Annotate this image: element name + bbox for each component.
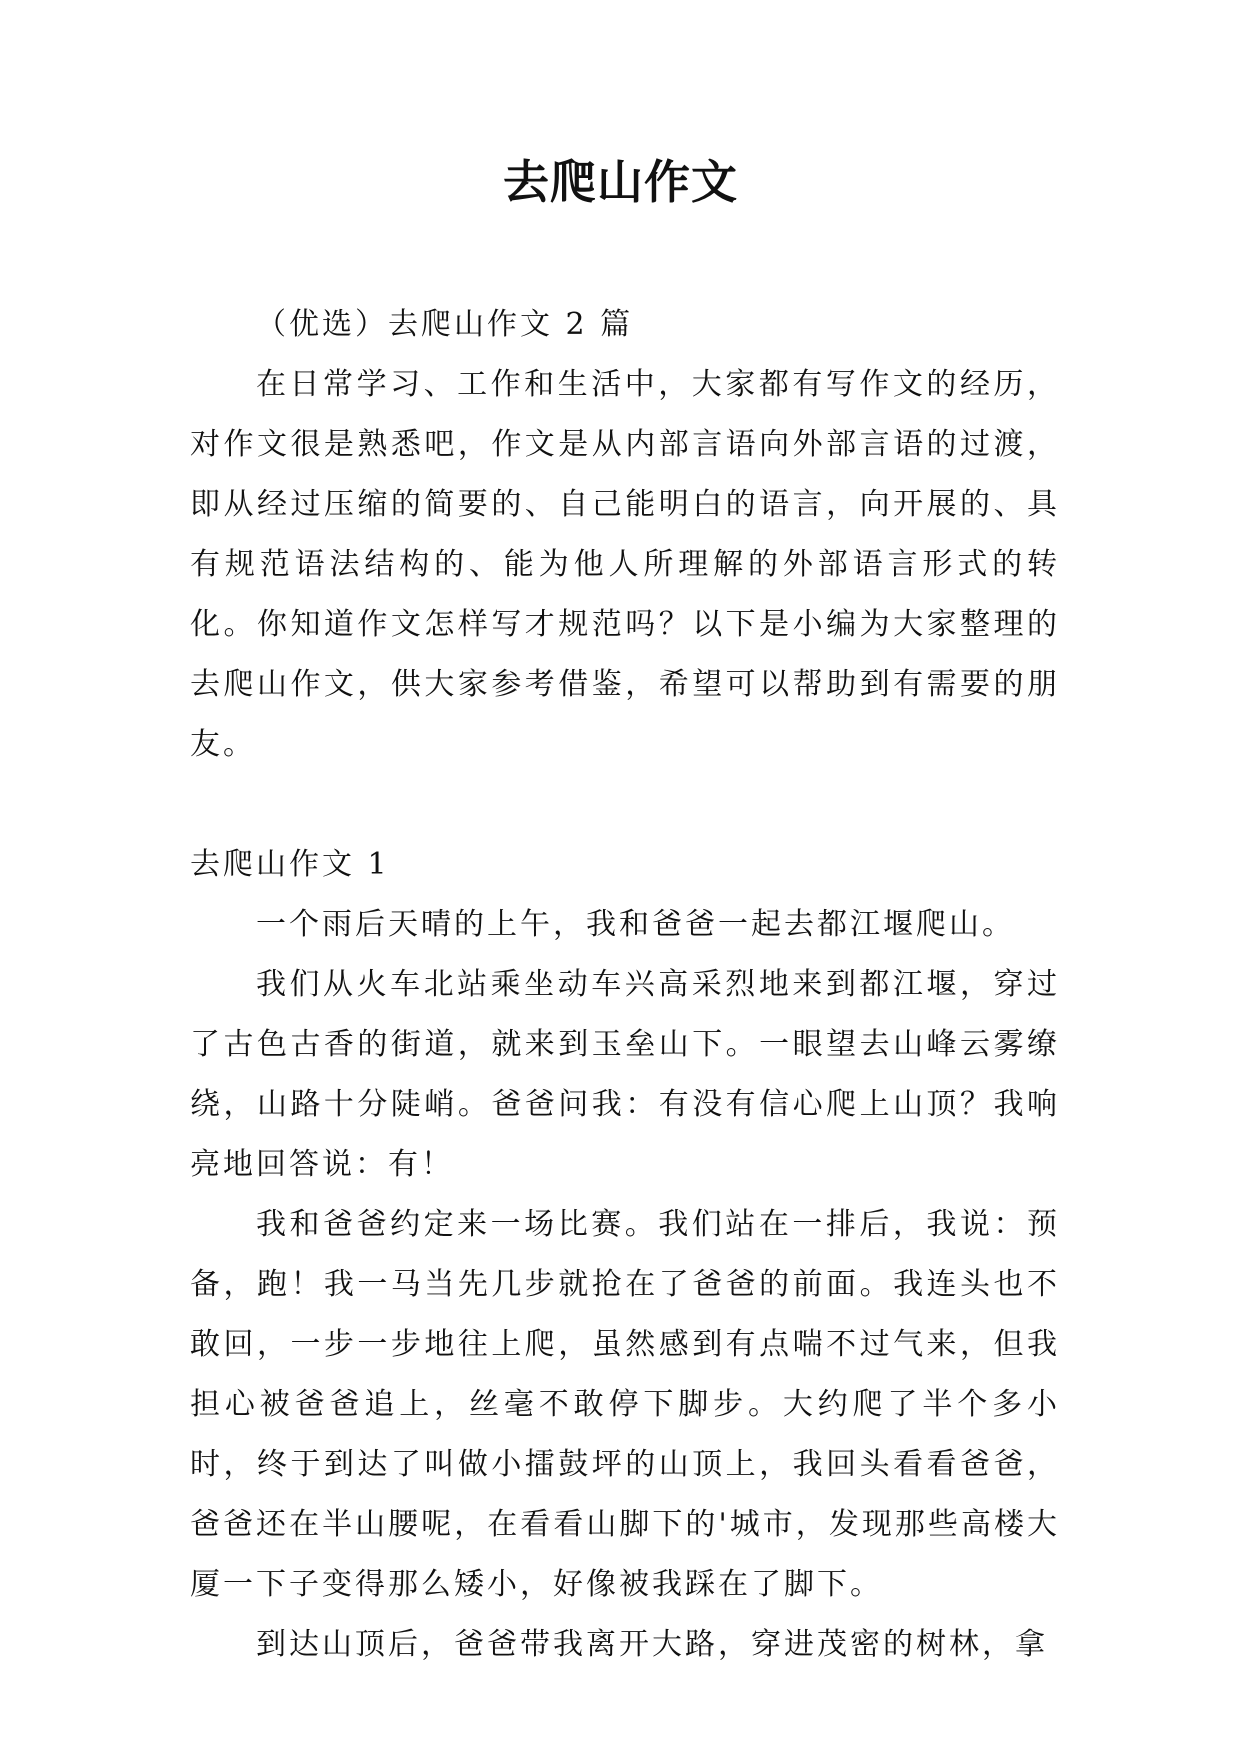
body-paragraph: 我和爸爸约定来一场比赛。我们站在一排后，我说：预备，跑！我一马当先几步就抢在了爸爸的前面。我连头也不敢回，一步一步地往上爬，虽然感到有点喘不过气来，但我担心被爸爸追上，丝毫不敢停下脚步。大约爬了半个多小时，终于到达了叫做小擂鼓坪的山顶上，我回头看看爸爸，爸爸还在半山腰呢，在看看山脚下的'城市，发现那些高楼大厦一下子变得那么矮小，好像被我踩在了脚下。 [190,1207,1060,1602]
body-paragraph: 一个雨后天晴的上午，我和爸爸一起去都江堰爬山。 [256,907,1015,942]
document-body [190,295,1060,1675]
body-paragraph: 到达山顶后，爸爸带我离开大路，穿进茂密的树林，拿 [256,1627,1048,1662]
section-heading: 去爬山作文 1 [190,847,390,882]
document-title: 去爬山作文 [503,155,738,209]
document-subtitle: （优选）去爬山作文 2 篇 [256,307,634,342]
intro-paragraph: 在日常学习、工作和生活中，大家都有写作文的经历，对作文很是熟悉吧，作文是从内部言语向外部言语的过渡，即从经过压缩的简要的、自己能明白的语言，向开展的、具有规范语法结构的、能为他人所理解的外部语言形式的转化。你知道作文怎样写才规范吗？以下是小编为大家整理的去爬山作文，供大家参考借鉴，希望可以帮助到有需要的朋友。 [190,367,1060,762]
body-paragraph: 我们从火车北站乘坐动车兴高采烈地来到都江堰，穿过了古色古香的街道，就来到玉垒山下。一眼望去山峰云雾缭绕，山路十分陡峭。爸爸问我：有没有信心爬上山顶？我响亮地回答说：有！ [190,967,1060,1182]
